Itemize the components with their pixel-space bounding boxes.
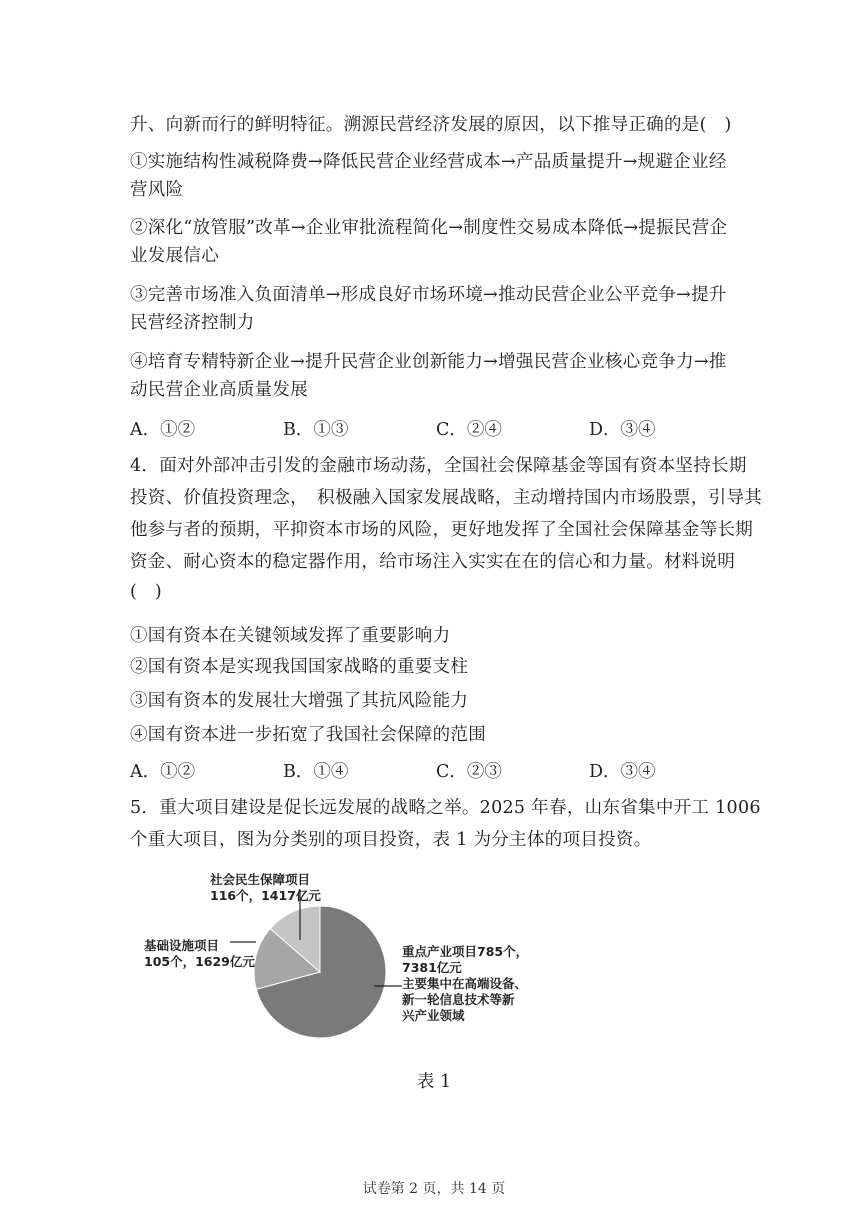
key-label-name: 重点产业项目785个， [402, 944, 529, 959]
social-label [210, 872, 321, 904]
q4-item-2: ②国有资本是实现我国国家战略的重要支柱 [130, 657, 469, 677]
q3-item-3-cont: 民营经济控制力 [130, 313, 255, 333]
q4-stem-line-5: ( ) [130, 582, 163, 602]
key-label-value: 7381亿元 [402, 960, 462, 975]
investment-pie-chart [130, 862, 570, 1052]
q3-item-4: ④培育专精特新企业→提升民营企业创新能力→增强民营企业核心竞争力→推 [130, 352, 727, 372]
q4-stem-line-1: 4．面对外部冲击引发的金融市场动荡，全国社会保障基金等国有资本坚持长期 [130, 456, 747, 476]
q4-stem-line-2: 投资、价值投资理念， 积极融入国家发展战略，主动增持国内市场股票，引导其 [130, 488, 763, 508]
table-caption: 表 1 [416, 1072, 452, 1092]
key-industry-label [402, 944, 528, 1024]
q4-item-4: ④国有资本进一步拓宽了我国社会保障的范围 [130, 725, 486, 745]
social-label-name: 社会民生保障项目 [210, 872, 311, 887]
q4-item-3: ③国有资本的发展壮大增强了其抗风险能力 [130, 691, 469, 711]
q4-option-b[interactable]: B．①④ [283, 762, 349, 782]
q3-option-c[interactable]: C．②④ [436, 420, 502, 440]
q3-item-2: ②深化“放管服”改革→企业审批流程简化→制度性交易成本降低→提振民营企 [130, 218, 728, 238]
q3-stem: 升、向新而行的鲜明特征。溯源民营经济发展的原因，以下推导正确的是( ) [130, 115, 732, 135]
q3-item-1: ①实施结构性减税降费→降低民营企业经营成本→产品质量提升→规避企业经 [130, 152, 727, 172]
key-label-note-3: 兴产业领域 [402, 1008, 465, 1023]
infra-label [144, 938, 255, 970]
infra-label-value: 105个，1629亿元 [144, 954, 255, 969]
q4-option-a[interactable]: A．①② [130, 762, 196, 782]
q3-option-a[interactable]: A．①② [130, 420, 196, 440]
q3-item-4-cont: 动民营企业高质量发展 [130, 380, 308, 400]
q3-option-d[interactable]: D．③④ [589, 420, 656, 440]
infra-label-name: 基础设施项目 [144, 938, 220, 953]
key-label-note-2: 新一轮信息技术等新 [402, 992, 515, 1007]
q4-stem-line-3: 他参与者的预期，平抑资本市场的风险，更好地发挥了全国社会保障基金等长期 [130, 520, 753, 540]
q4-stem-line-4: 资金、耐心资本的稳定器作用，给市场注入实实在在的信心和力量。材料说明 [130, 552, 736, 572]
q4-option-d[interactable]: D．③④ [589, 762, 656, 782]
q3-item-2-cont: 业发展信心 [130, 246, 219, 266]
page-footer: 试卷第 2 页，共 14 页 [362, 1181, 506, 1197]
social-label-value: 116个，1417亿元 [210, 888, 321, 903]
q4-item-1: ①国有资本在关键领域发挥了重要影响力 [130, 626, 451, 646]
q3-option-b[interactable]: B．①③ [283, 420, 349, 440]
q3-item-1-cont: 营风险 [130, 180, 184, 200]
q5-stem-line-2: 个重大项目，图为分类别的项目投资，表 1 为分主体的项目投资。 [130, 830, 652, 850]
q5-stem-line-1: 5．重大项目建设是促长远发展的战略之举。2025 年春，山东省集中开工 1006 [130, 798, 761, 818]
q3-item-3: ③完善市场准入负面清单→形成良好市场环境→推动民营企业公平竞争→提升 [130, 285, 727, 305]
key-label-note-1: 主要集中在高端设备、 [402, 976, 528, 991]
q4-option-c[interactable]: C．②③ [436, 762, 502, 782]
